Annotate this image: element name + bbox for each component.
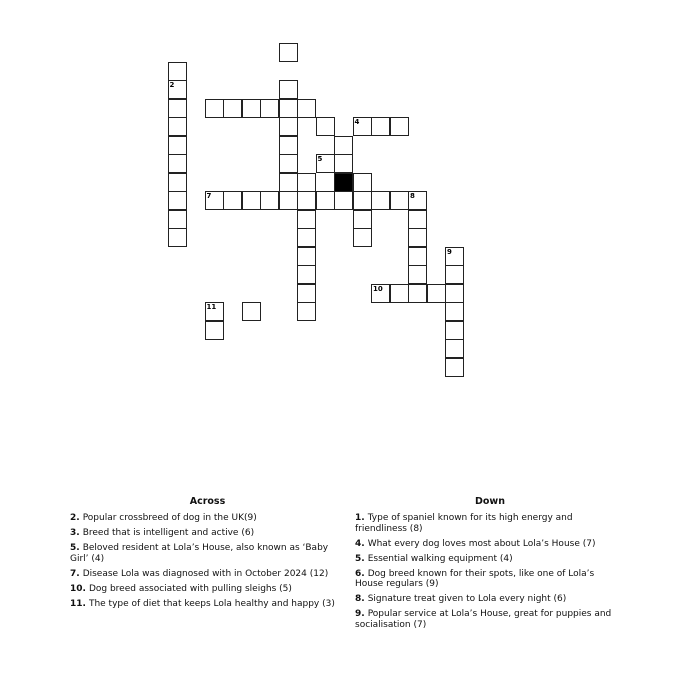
- crossword-cell[interactable]: [279, 136, 298, 155]
- crossword-cell[interactable]: [279, 43, 298, 62]
- crossword-cell[interactable]: [445, 284, 464, 303]
- crossword-cell[interactable]: [390, 117, 409, 136]
- crossword-cell[interactable]: [297, 284, 316, 303]
- crossword-cell[interactable]: [279, 99, 298, 118]
- across-heading: Across: [189, 496, 226, 507]
- across-clue: [70, 528, 345, 539]
- clue-text: Dog breed known for their spots, like one of Lola’s House regulars (9): [355, 568, 595, 589]
- crossword-cell[interactable]: [353, 228, 372, 247]
- crossword-cell[interactable]: [297, 228, 316, 247]
- crossword-cell[interactable]: [168, 173, 187, 192]
- crossword-cell[interactable]: [353, 191, 372, 210]
- crossword-cell[interactable]: [390, 191, 409, 210]
- clue-number: 11.: [70, 598, 86, 609]
- crossword-cell[interactable]: [168, 80, 187, 99]
- crossword-cell[interactable]: [168, 117, 187, 136]
- crossword-cell[interactable]: [242, 99, 261, 118]
- crossword-cell[interactable]: [427, 284, 446, 303]
- crossword-cell[interactable]: [168, 191, 187, 210]
- crossword-cell[interactable]: [205, 191, 224, 210]
- down-clue: [355, 569, 625, 590]
- clue-text: Beloved resident at Lola’s House, also known as ‘Baby Girl’ (4): [70, 543, 329, 564]
- crossword-cell[interactable]: [168, 99, 187, 118]
- across-clues: [70, 496, 345, 614]
- down-clue: [355, 594, 625, 605]
- clue-number-label: 5: [317, 155, 323, 163]
- crossword-cell[interactable]: [242, 191, 261, 210]
- crossword-cell[interactable]: [408, 265, 427, 284]
- down-clue: [355, 539, 625, 550]
- crossword-cell[interactable]: [445, 358, 464, 377]
- clue-text: The type of diet that keeps Lola healthy and happy (3): [88, 598, 335, 609]
- clue-number-label: 4: [354, 118, 360, 126]
- crossword-cell[interactable]: [316, 154, 335, 173]
- crossword-cell[interactable]: [445, 321, 464, 340]
- clue-text: Dog breed associated with pulling sleighs (5): [88, 583, 292, 594]
- crossword-cell[interactable]: [297, 210, 316, 229]
- crossword-cell[interactable]: [408, 191, 427, 210]
- crossword-cell[interactable]: [279, 80, 298, 99]
- clue-number-label: 7: [206, 192, 212, 200]
- across-clue: [70, 543, 345, 564]
- crossword-cell[interactable]: [168, 154, 187, 173]
- crossword-cell[interactable]: [260, 191, 279, 210]
- crossword-cell[interactable]: [242, 302, 261, 321]
- crossword-cell[interactable]: [223, 191, 242, 210]
- crossword-cell[interactable]: [445, 339, 464, 358]
- crossword-cell[interactable]: [371, 191, 390, 210]
- clue-number: 6.: [355, 568, 365, 579]
- crossword-cell[interactable]: [297, 99, 316, 118]
- crossword-cell[interactable]: [297, 247, 316, 266]
- down-clues: [355, 496, 625, 635]
- crossword-cell[interactable]: [408, 247, 427, 266]
- clue-number: 10.: [70, 583, 86, 594]
- clue-number: 5.: [355, 553, 365, 564]
- clue-text: Essential walking equipment (4): [367, 553, 513, 564]
- crossword-cell[interactable]: [371, 117, 390, 136]
- across-clue: [70, 599, 345, 610]
- clue-text: Disease Lola was diagnosed with in October 2024 (12): [82, 568, 329, 579]
- crossword-cell[interactable]: [260, 99, 279, 118]
- down-heading: Down: [475, 496, 505, 507]
- crossword-cell[interactable]: [445, 302, 464, 321]
- crossword-cell[interactable]: [168, 210, 187, 229]
- crossword-cell[interactable]: [353, 173, 372, 192]
- crossword-cell[interactable]: [353, 117, 372, 136]
- crossword-cell[interactable]: [334, 154, 353, 173]
- crossword-cell[interactable]: [297, 173, 316, 192]
- crossword-cell[interactable]: [168, 136, 187, 155]
- crossword-cell[interactable]: [205, 99, 224, 118]
- crossword-cell[interactable]: [279, 117, 298, 136]
- clue-number-label: 11: [206, 303, 217, 311]
- clue-number: 1.: [355, 513, 365, 523]
- across-clue: [70, 584, 345, 595]
- crossword-cell[interactable]: [316, 191, 335, 210]
- clue-number: 7.: [70, 568, 80, 579]
- black-square: [334, 173, 353, 192]
- crossword-cell[interactable]: [445, 247, 464, 266]
- clue-number: 3.: [70, 528, 80, 538]
- clue-number: 4.: [355, 538, 365, 549]
- crossword-cell[interactable]: [279, 191, 298, 210]
- crossword-cell[interactable]: [297, 265, 316, 284]
- crossword-cell[interactable]: [445, 265, 464, 284]
- crossword-cell[interactable]: [334, 191, 353, 210]
- crossword-cell[interactable]: [168, 62, 187, 81]
- clue-number-label: 8: [410, 192, 415, 200]
- down-clue: [355, 513, 625, 534]
- clue-number: 9.: [355, 609, 365, 619]
- clue-text: Popular crossbreed of dog in the UK(9): [82, 513, 257, 523]
- crossword-cell[interactable]: [408, 284, 427, 303]
- clue-text: Signature treat given to Lola every night (6): [367, 594, 567, 604]
- crossword-cell[interactable]: [371, 284, 390, 303]
- down-clue: [355, 609, 625, 630]
- crossword-cell[interactable]: [205, 321, 224, 340]
- clue-text: What every dog loves most about Lola’s House (7): [367, 538, 596, 549]
- crossword-cell[interactable]: [316, 117, 335, 136]
- clue-text: Breed that is intelligent and active (6): [82, 528, 255, 538]
- crossword-cell[interactable]: [279, 154, 298, 173]
- across-clue: [70, 569, 345, 580]
- crossword-cell[interactable]: [223, 99, 242, 118]
- crossword-cell[interactable]: [279, 173, 298, 192]
- clue-number: 8.: [355, 594, 365, 604]
- across-clue: [70, 513, 345, 524]
- crossword-cell[interactable]: [390, 284, 409, 303]
- crossword-cell[interactable]: [297, 191, 316, 210]
- crossword-cell[interactable]: [353, 210, 372, 229]
- crossword-cell[interactable]: [297, 302, 316, 321]
- crossword-cell[interactable]: [408, 210, 427, 229]
- crossword-cell[interactable]: [334, 136, 353, 155]
- crossword-cell[interactable]: [408, 228, 427, 247]
- clue-text: Type of spaniel known for its high energy and friendliness (8): [355, 513, 573, 534]
- clue-number: 2.: [70, 513, 80, 523]
- crossword-cell[interactable]: [168, 228, 187, 247]
- clue-number-label: 9: [447, 247, 452, 256]
- clue-number-label: 10: [373, 284, 383, 293]
- clue-number: 5.: [70, 543, 80, 553]
- clue-number-label: 2: [169, 81, 175, 89]
- down-clue: [355, 554, 625, 565]
- crossword-cell[interactable]: [205, 302, 224, 321]
- clue-text: Popular service at Lola’s House, great for puppies and socialisation (7): [355, 609, 612, 630]
